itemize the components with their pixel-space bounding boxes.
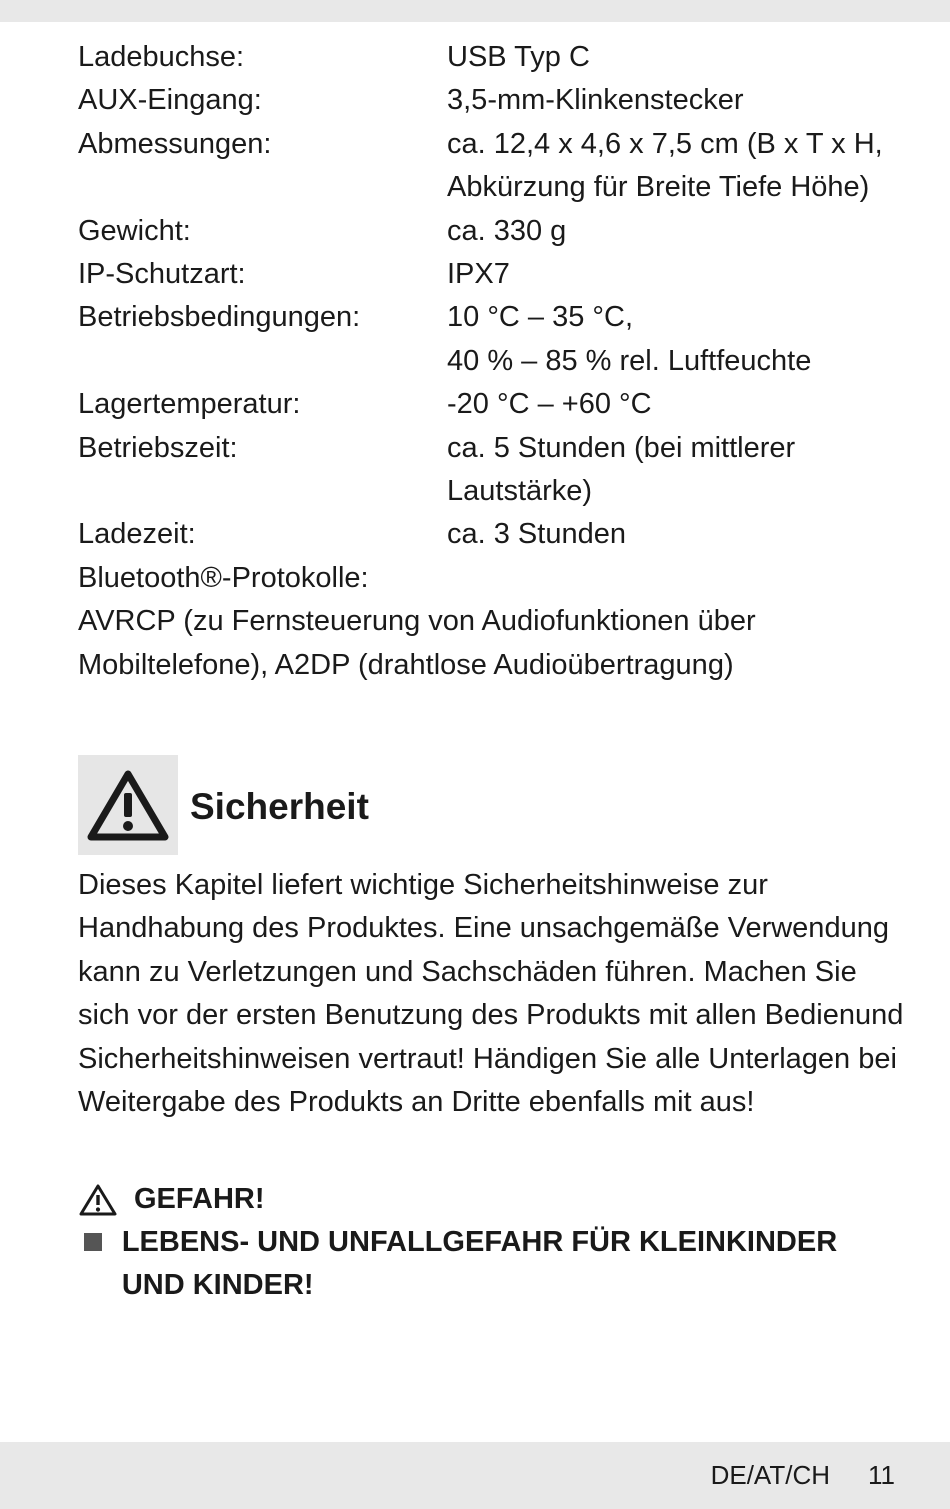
spec-value: 40 % – 85 % rel. Luftfeuchte <box>447 344 812 377</box>
spec-value: ca. 5 Stunden (bei mittlerer Lautstärke) <box>447 431 796 508</box>
warning-triangle-icon <box>78 755 178 855</box>
spec-table <box>78 36 908 687</box>
page-number: 11 <box>868 1460 895 1490</box>
bluetooth-text: AVRCP (zu Fernsteuerung von Audiofunktionen über Mobiltelefone), A2DP (drahtlose Audioübertragung) <box>78 605 756 681</box>
spec-row <box>78 79 908 122</box>
spec-value: ca. 12,4 x 4,6 x 7,5 cm (B x T x H, Abkürzung für Breite Tiefe Höhe) <box>447 127 883 204</box>
spec-row <box>78 427 908 514</box>
spec-row <box>78 383 908 426</box>
section-title: Sicherheit <box>190 786 369 827</box>
body-paragraph: Dieses Kapitel liefert wichtige Sicherheitshinweise zur Handhabung des Produktes. Eine unsachgemäße Verwendung kann zu Verletzungen und Sachschäden führen. Machen Sie sich vor der ersten Benutzung des Produkts mit allen Bedienund Sicherheitshinweisen vertraut! Händigen Sie alle Unterlagen bei Weitergabe des Produkts an Dritte ebenfalls mit aus! <box>78 869 904 1119</box>
spec-label: Betriebsbedingungen: <box>78 301 361 334</box>
spec-row <box>78 210 908 253</box>
page-footer <box>0 1442 950 1509</box>
danger-heading <box>78 1178 265 1221</box>
bullet-text: LEBENS- UND UNFALLGEFAHR FÜR KLEINKINDER UND KINDER! <box>121 1226 838 1301</box>
spec-label: Abmessungen: <box>78 127 272 160</box>
spec-label: Gewicht: <box>78 214 191 247</box>
spec-label: Ladezeit: <box>78 518 196 551</box>
section-body <box>78 864 908 1124</box>
spec-label: IP-Schutzart: <box>78 258 246 291</box>
spec-label: Lagertemperatur: <box>78 388 301 421</box>
spec-row <box>78 36 908 79</box>
warning-small-icon <box>78 1183 134 1217</box>
danger-label: GEFAHR! <box>134 1183 265 1215</box>
spec-value: -20 °C – +60 °C <box>447 388 652 421</box>
spec-row <box>78 296 908 339</box>
spec-value: 10 °C – 35 °C, <box>447 301 634 334</box>
spec-value: 3,5-mm-Klinkenstecker <box>447 84 744 117</box>
spec-label <box>78 340 447 383</box>
spec-value: ca. 3 Stunden <box>447 518 626 551</box>
bullet-square-icon <box>78 1221 122 1307</box>
bluetooth-label: Bluetooth®-Protokolle: <box>78 561 369 594</box>
spec-label: Ladebuchse: <box>78 41 245 73</box>
spec-label: Betriebszeit: <box>78 431 238 464</box>
spec-row <box>78 513 908 556</box>
spec-value: ca. 330 g <box>447 214 567 247</box>
spec-value: USB Typ C <box>447 41 590 73</box>
spec-row <box>78 340 908 383</box>
spec-label: AUX-Eingang: <box>78 84 262 117</box>
warning-bullet <box>78 1221 838 1307</box>
top-bar <box>0 0 950 22</box>
spec-row <box>78 123 908 210</box>
spec-row <box>78 253 908 296</box>
spec-value: IPX7 <box>447 258 510 291</box>
footer-language: DE/AT/CH <box>710 1460 830 1490</box>
